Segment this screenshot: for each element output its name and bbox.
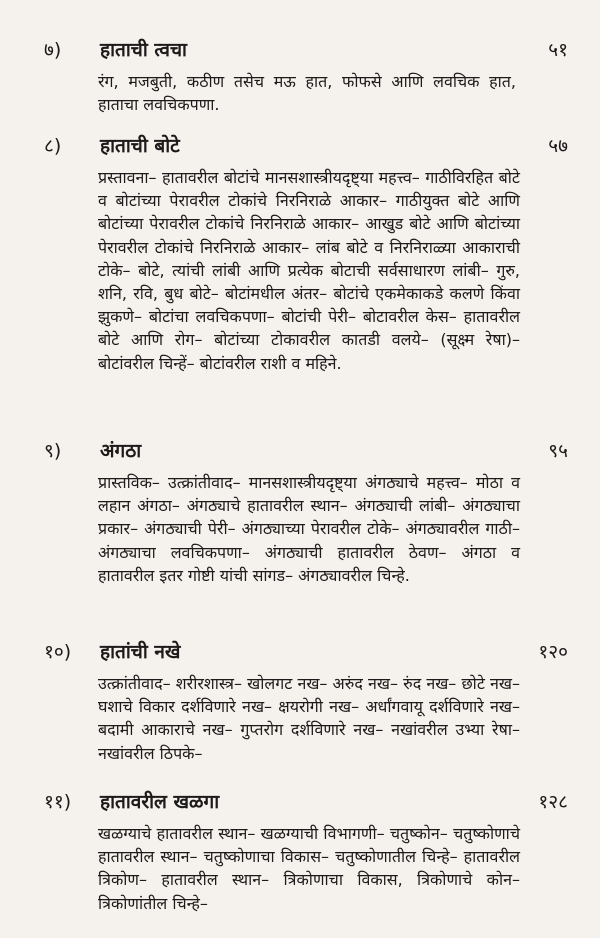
chapter-title: हातांची नखे [100, 641, 181, 663]
chapter-number: ८) [44, 135, 62, 157]
chapter-number: ११) [44, 791, 72, 813]
chapter-description: उत्क्रांतीवाद– शरीरशास्त्र– खोलगट नख– अरुंद नख– रुंद नख– छोटे नख– घशाचे विकार दर्शविणारे नख– क्षयरोगी नख– अर्धांगवायू दर्शविणारे नख– बदामी आकाराचे नख– गुप्तरोग दर्शविणारे नख– नखांवरील उभ्या रेषा– नखांवरील ठिपके– [98, 674, 520, 763]
chapter-title: हाताची बोटे [100, 135, 180, 157]
chapter-number: ७) [44, 39, 62, 61]
chapter-number: ९) [44, 440, 62, 462]
chapter-number: १०) [44, 641, 72, 663]
chapter-title: हातावरील खळगा [100, 791, 220, 813]
chapter-description: रंग, मजबुती, कठीण तसेच मऊ हात, फोफसे आणि लवचिक हात, हाताचा लवचिकपणा. [98, 72, 516, 115]
chapter-description: खळग्याचे हातावरील स्थान– खळग्याची विभागणी– चतुष्कोन– चतुष्कोणाचे हातावरील स्थान– चतुष्कोणाचा विकास– चतुष्कोणातील चिन्हे– हातावरील त्रिकोण– हातावरील स्थान– त्रिकोणाचा विकास, त्रिकोणाचे कोन– त्रिकोणांतील चिन्हे– [98, 824, 520, 913]
chapter-title: हाताची त्वचा [100, 39, 187, 61]
page-number: १२८ [538, 791, 568, 813]
page-number: ५१ [548, 39, 568, 61]
chapter-description: प्रास्तविक– उत्क्रांतीवाद– मानसशास्त्रीयदृष्ट्या अंगठ्याचे महत्त्व– मोठा व लहान अंगठा– अंगठ्याचे हातावरील स्थान– अंगठ्याची लांबी– अंगठ्याचा प्रकार– अंगठ्याची पेरी– अंगठ्याच्या पेरावरील टोके– अंगठ्यावरील गाठी– अंगठ्याचा लवचिकपणा– अंगठ्याची हातावरील ठेवण– अंगठा व हातावरील इतर गोष्टी यांची सांगड– अंगठ्यावरील चिन्हे. [98, 473, 520, 585]
page-number: ९५ [548, 440, 568, 462]
chapter-title: अंगठा [100, 440, 142, 462]
page-number: ५७ [548, 135, 568, 157]
chapter-description: प्रस्तावना– हातावरील बोटांचे मानसशास्त्रीयदृष्ट्या महत्त्व– गाठीविरहित बोटे व बोटांच्या पेरावरील टोकांचे निरनिराळे आकार– गाठीयुक्त बोटे आणि बोटांच्या पेरावरील टोकांचे निरनिराळे आकार– आखुड बोटे आणि बोटांच्या पेरावरील टोकांचे निरनिराळे आकार– लांब बोटे व निरनिराळ्या आकाराची टोके– बोटे, त्यांची लांबी आणि प्रत्येक बोटाची सर्वसाधारण लांबी– गुरु, शनि, रवि, बुध बोटे– बोटांमधील अंतर– बोटांचे एकमेकाकडे कलणे किंवा झुकणे– बोटांचा लवचिकपणा– बोटांची पेरी– बोटावरील केस– हातावरील बोटे आणि रोग– बोटांच्या टोकावरील कातडी वलये– (सूक्ष्म रेषा)– बोटांवरील चिन्हें– बोटांवरील राशी व महिने. [98, 168, 520, 373]
page-number: १२० [538, 641, 568, 663]
